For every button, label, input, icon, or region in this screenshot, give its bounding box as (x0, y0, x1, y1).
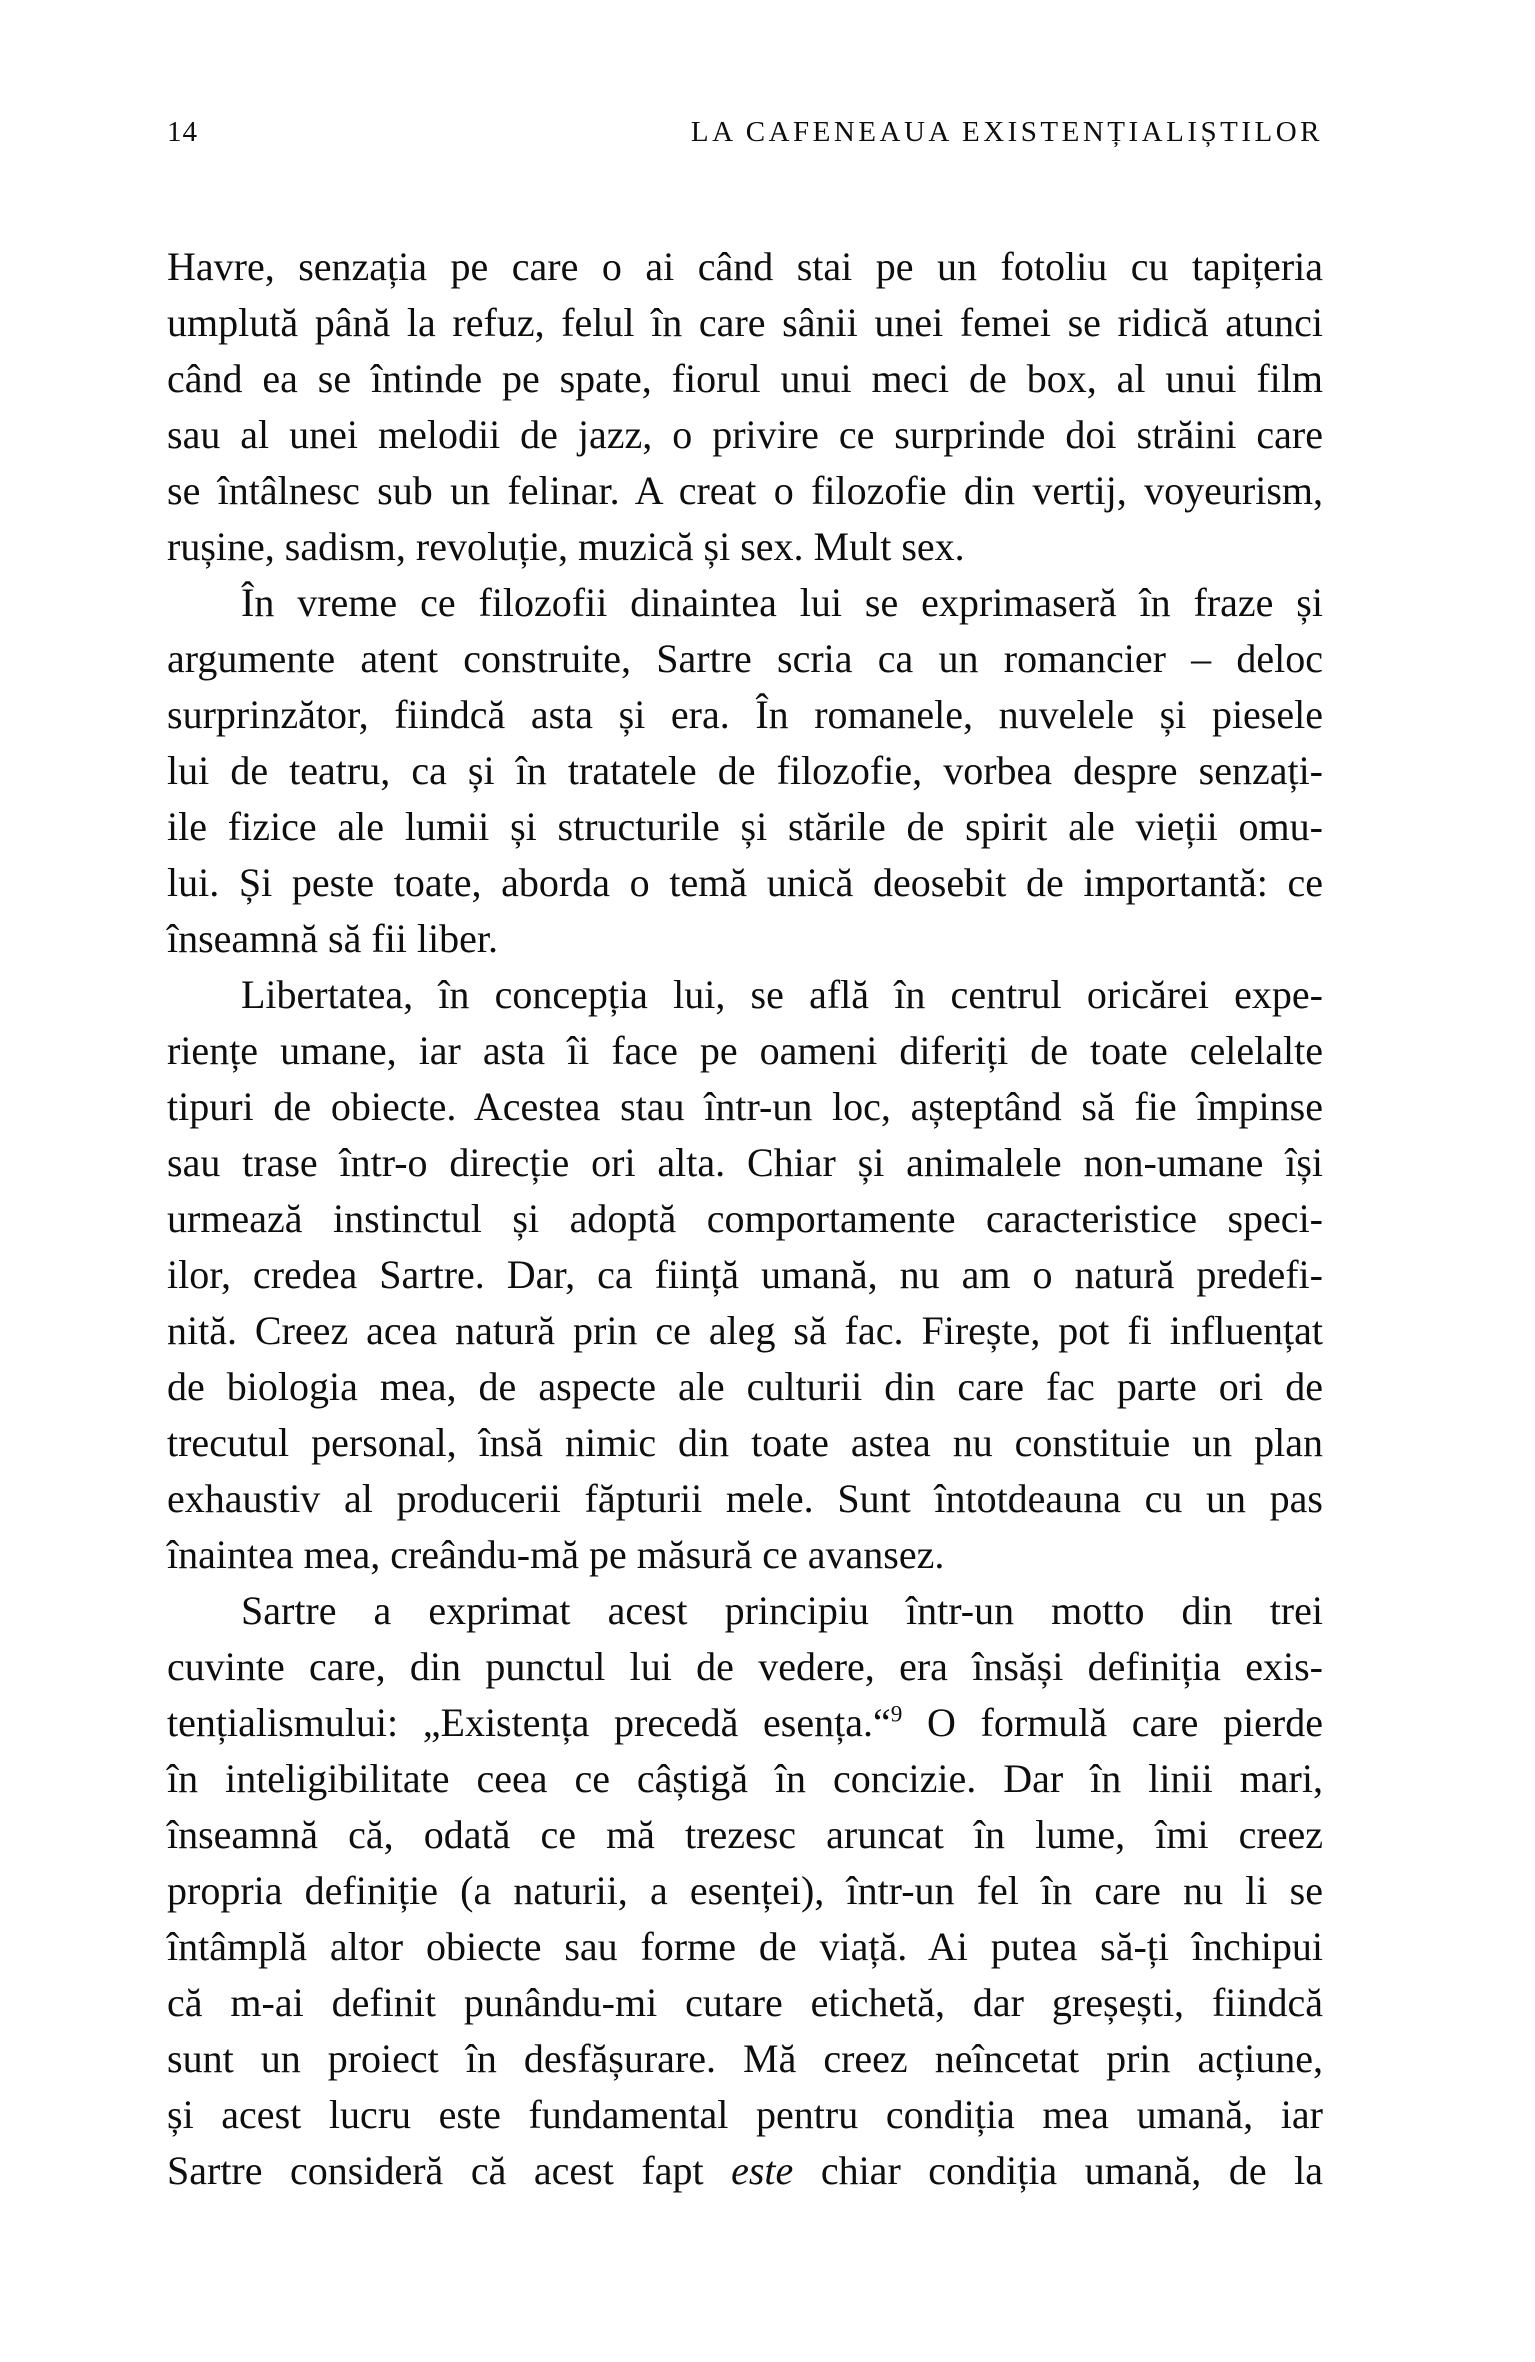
page-header (167, 115, 1323, 149)
text-line (167, 2031, 1323, 2087)
text-line (167, 1807, 1323, 1863)
text-segment: riențe umane, iar asta îi face pe oameni diferiți de toate celelalte (167, 1028, 1323, 1073)
text-segment: tipuri de obiecte. Acestea stau într-un loc, așteptând să fie împinse (167, 1084, 1323, 1129)
text-segment: că m-ai definit punându-mi cutare etichetă, dar greșești, fiindcă (167, 1980, 1323, 2025)
text-segment: tențialismului: „Existența precedă esența.“ (167, 1700, 891, 1745)
text-segment: de biologia mea, de aspecte ale culturii din care fac parte ori de (167, 1364, 1323, 1409)
text-segment: exhaustiv al producerii făpturii mele. Sunt întotdeauna cu un pas (167, 1476, 1323, 1521)
text-line (167, 407, 1323, 463)
text-segment: Sartre consideră că acest fapt (167, 2148, 732, 2193)
text-segment: În vreme ce filozofii dinaintea lui se exprimaseră în fraze și (241, 580, 1323, 625)
text-segment: O formulă care pierde (902, 1700, 1323, 1745)
text-line (167, 519, 1323, 575)
text-line (167, 687, 1323, 743)
text-segment: în inteligibilitate ceea ce câștigă în concizie. Dar în linii mari, (167, 1756, 1323, 1801)
text-segment-italic: este (731, 2148, 794, 2193)
text-line (167, 1471, 1323, 1527)
text-segment: propria definiție (a naturii, a esenței), într-un fel în care nu li se (167, 1868, 1323, 1913)
text-segment: înaintea mea, creându-mă pe măsură ce avansez. (167, 1532, 945, 1577)
text-line (167, 799, 1323, 855)
text-line (167, 1639, 1323, 1695)
text-line (167, 967, 1323, 1023)
text-segment: se întâlnesc sub un felinar. A creat o filozofie din vertij, voyeurism, (167, 468, 1323, 513)
text-segment: sau al unei melodii de jazz, o privire ce surprinde doi străini care (167, 412, 1323, 457)
text-line (167, 1359, 1323, 1415)
text-line (167, 1079, 1323, 1135)
text-segment: întâmplă altor obiecte sau forme de viață. Ai putea să-ți închipui (167, 1924, 1323, 1969)
text-segment: lui de teatru, ca și în tratatele de filozofie, vorbea despre senzați- (167, 748, 1323, 793)
text-line (167, 1303, 1323, 1359)
text-line (167, 631, 1323, 687)
text-line (167, 1191, 1323, 1247)
text-line (167, 1135, 1323, 1191)
text-line (167, 2143, 1323, 2199)
text-segment: umplută până la refuz, felul în care sânii unei femei se ridică atunci (167, 300, 1323, 345)
text-segment: ile fizice ale lumii și structurile și stările de spirit ale vieții omu- (167, 804, 1323, 849)
text-line (167, 575, 1323, 631)
text-line (167, 463, 1323, 519)
text-segment: și acest lucru este fundamental pentru condiția mea umană, iar (167, 2092, 1323, 2137)
text-segment: nită. Creez acea natură prin ce aleg să fac. Firește, pot fi influențat (167, 1308, 1323, 1353)
body-text (167, 239, 1323, 2199)
text-line (167, 295, 1323, 351)
text-line (167, 1583, 1323, 1639)
text-line (167, 855, 1323, 911)
text-segment: rușine, sadism, revoluție, muzică și sex. Mult sex. (167, 524, 965, 569)
page-number: 14 (167, 116, 198, 148)
text-line (167, 1023, 1323, 1079)
text-segment: chiar condiția umană, de la (793, 2148, 1324, 2193)
text-segment: argumente atent construite, Sartre scria ca un romancier – deloc (167, 636, 1323, 681)
text-segment: Havre, senzația pe care o ai când stai pe un fotoliu cu tapițeria (167, 244, 1323, 289)
text-line (167, 1695, 1323, 1751)
text-segment: Libertatea, în concepția lui, se află în centrul oricărei expe- (241, 972, 1323, 1017)
text-line (167, 1751, 1323, 1807)
text-segment: ilor, credea Sartre. Dar, ca ființă umană, nu am o natură predefi- (167, 1252, 1323, 1297)
text-line (167, 743, 1323, 799)
text-segment: înseamnă că, odată ce mă trezesc aruncat în lume, îmi creez (167, 1812, 1323, 1857)
text-segment: lui. Și peste toate, aborda o temă unică deosebit de importantă: ce (167, 860, 1323, 905)
text-line (167, 1975, 1323, 2031)
text-segment: când ea se întinde pe spate, fiorul unui meci de box, al unui film (167, 356, 1323, 401)
text-line (167, 2087, 1323, 2143)
text-line (167, 351, 1323, 407)
text-segment: urmează instinctul și adoptă comportamente caracteristice speci- (167, 1196, 1323, 1241)
text-segment-sup: 9 (890, 1701, 903, 1728)
text-segment: sunt un proiect în desfășurare. Mă creez neîncetat prin acțiune, (167, 2036, 1323, 2081)
running-title: LA CAFENEAUA EXISTENȚIALIȘTILOR (690, 116, 1323, 148)
text-line (167, 1863, 1323, 1919)
text-line (167, 1527, 1323, 1583)
text-segment: Sartre a exprimat acest principiu într-un motto din trei (241, 1588, 1323, 1633)
text-segment: surprinzător, fiindcă asta și era. În romanele, nuvelele și piesele (167, 692, 1323, 737)
text-line (167, 911, 1323, 967)
text-segment: înseamnă să fii liber. (167, 916, 499, 961)
text-line (167, 1415, 1323, 1471)
text-line (167, 1247, 1323, 1303)
text-line (167, 1919, 1323, 1975)
text-segment: sau trase într-o direcție ori alta. Chiar și animalele non-umane își (167, 1140, 1323, 1185)
text-segment: cuvinte care, din punctul lui de vedere, era însăși definiția exis- (167, 1644, 1323, 1689)
text-line (167, 239, 1323, 295)
text-segment: trecutul personal, însă nimic din toate astea nu constituie un plan (167, 1420, 1323, 1465)
